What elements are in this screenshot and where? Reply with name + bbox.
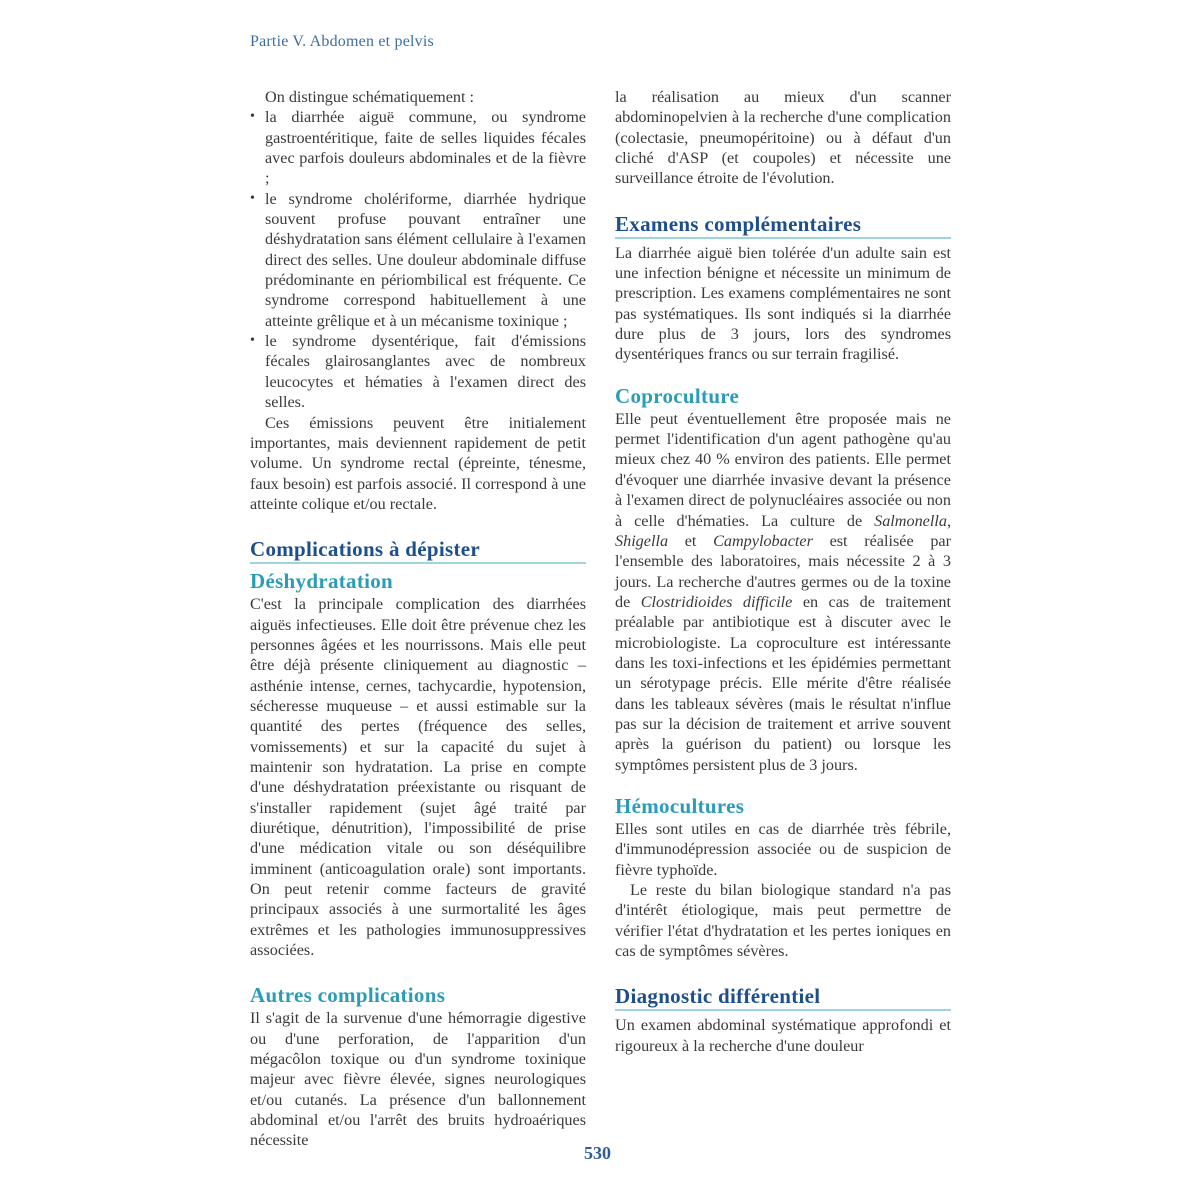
paragraph: Ces émissions peuvent être initialement importantes, mais deviennent rapidement de petit volume. Un syndrome rectal (épreinte, ténesme, faux besoin) est parfois associé. Il correspond à une atteinte colique et/ou rectale. [250, 413, 586, 513]
syndrome-list [250, 107, 586, 412]
section-heading-examens: Examens complémentaires [615, 211, 951, 239]
text-span: en cas de traitement préalable par antibiotique est à discuter avec le microbiologiste. La coproculture est intéressante dans les toxi-infections et les épidémies permettant un sérotypage précis. Elle mérite d'être réalisée dans les tableaux sévères (mais le résultat n'influe pas sur la décision de traitement et arrive souvent après la guérison du patient) ou lorsque les symptômes persistent plus de 3 jours. [615, 592, 951, 774]
list-item: • le syndrome dysentérique, fait d'émissions fécales glairosanglantes avec de nombreux leucocytes et hématies à l'examen direct des selles. [250, 331, 586, 412]
organism-name: Salmonella [874, 511, 947, 530]
right-column [615, 87, 951, 1056]
left-column [250, 87, 586, 1151]
text-span: , [946, 511, 951, 530]
paragraph: Il s'agit de la survenue d'une hémorragie digestive ou d'une perforation, de l'apparition d'un mégacôlon toxique ou d'un syndrome toxinique majeur avec fièvre élevée, signes neurologiques et/ou cutanés. La présence d'un ballonnement abdominal et/ou l'arrêt des bruits hydroaériques nécessite [250, 1009, 586, 1150]
text-span: et [668, 531, 714, 550]
organism-name: Campylobacter [713, 531, 813, 550]
list-item: • le syndrome cholériforme, diarrhée hydrique souvent profuse pouvant entraîner une déshydratation sans élément cellulaire à l'examen direct des selles. Une douleur abdominale diffuse prédominante en périombilical est fréquente. Ce syndrome correspond habituellement à une atteinte grêlique et à un mécanisme toxinique ; [250, 189, 586, 331]
paragraph [615, 409, 951, 775]
organism-name: Clostridioides difficile [640, 592, 793, 611]
list-item: • la diarrhée aiguë commune, ou syndrome gastroentéritique, faite de selles liquides fécales avec parfois douleurs abdominales et de la fièvre ; [250, 107, 586, 188]
section-heading-complications: Complications à dépister [250, 536, 586, 564]
subsection-heading-hemocultures: Hémocultures [615, 793, 745, 818]
text-span: est réalisée par l'ensemble des laboratoires, mais nécessite 2 à 3 jours. La recherche d'autres germes ou de la toxine de [615, 531, 951, 611]
section-heading-diagnostic: Diagnostic différentiel [615, 983, 951, 1011]
paragraph: Elles sont utiles en cas de diarrhée très fébrile, d'immunodépression associée ou de suspicion de fièvre typhoïde. [615, 819, 951, 879]
subsection-heading-coproculture: Coproculture [615, 383, 740, 408]
paragraph: Le reste du bilan biologique standard n'a pas d'intérêt étiologique, mais peut permettre de vérifier l'état d'hydratation et les pertes ioniques en cas de symptômes sévères. [615, 881, 951, 961]
paragraph: Un examen abdominal systématique approfondi et rigoureux à la recherche d'une douleur [615, 1016, 951, 1055]
paragraph: C'est la principale complication des diarrhées aiguës infectieuses. Elle doit être prévenue chez les personnes âgées et les nourrissons. Mais elle peut être déjà présente cliniquement au diagnostic – asthénie intense, cernes, tachycardie, hypotension, sécheresse muqueuse – et aussi estimable sur la quantité des pertes (fréquence des selles, vomissements) et sur la capacité du sujet à maintenir son hydratation. La prise en compte d'une déshydratation préexistante ou risquant de s'installer rapidement (sujet âgé traité par diurétique, dénutrition), l'impossibilité de prise d'une médication vitale ou son déséquilibre imminent (anticoagulation orale) sont importants. On peut retenir comme facteurs de gravité principaux associés à une surmortalité les âges extrêmes et les pathologies immunosuppressives associées. [250, 595, 586, 960]
organism-name: Shigella [615, 531, 669, 550]
text-span: Elle peut éventuellement être proposée mais ne permet l'identification d'un agent pathogène qu'au mieux chez 40 % environ des patients. Elle permet d'évoquer une diarrhée invasive devant la présence à l'examen direct de polynucléaires associée ou non à celle d'hématies. La culture de [615, 409, 951, 530]
intro-paragraph: On distingue schématiquement : [265, 88, 475, 106]
paragraph: la réalisation au mieux d'un scanner abdominopelvien à la recherche d'une complication (colectasie, pneumopéritoine) ou à défaut d'un cliché d'ASP (et coupoles) et nécessite une surveillance étroite de l'évolution. [615, 88, 951, 188]
page-number: 530 [584, 1143, 611, 1163]
subsection-heading-deshydratation: Déshydratation [250, 569, 394, 594]
subsection-heading-autres-complications: Autres complications [250, 983, 446, 1008]
running-header: Partie V. Abdomen et pelvis [250, 33, 434, 50]
paragraph: La diarrhée aiguë bien tolérée d'un adulte sain est une infection bénigne et nécessite un minimum de prescription. Les examens complémentaires ne sont pas systématiques. Ils sont indiqués si la diarrhée dure plus de 3 jours, lors des syndromes dysentériques francs ou sur terrain fragilisé. [615, 243, 951, 364]
